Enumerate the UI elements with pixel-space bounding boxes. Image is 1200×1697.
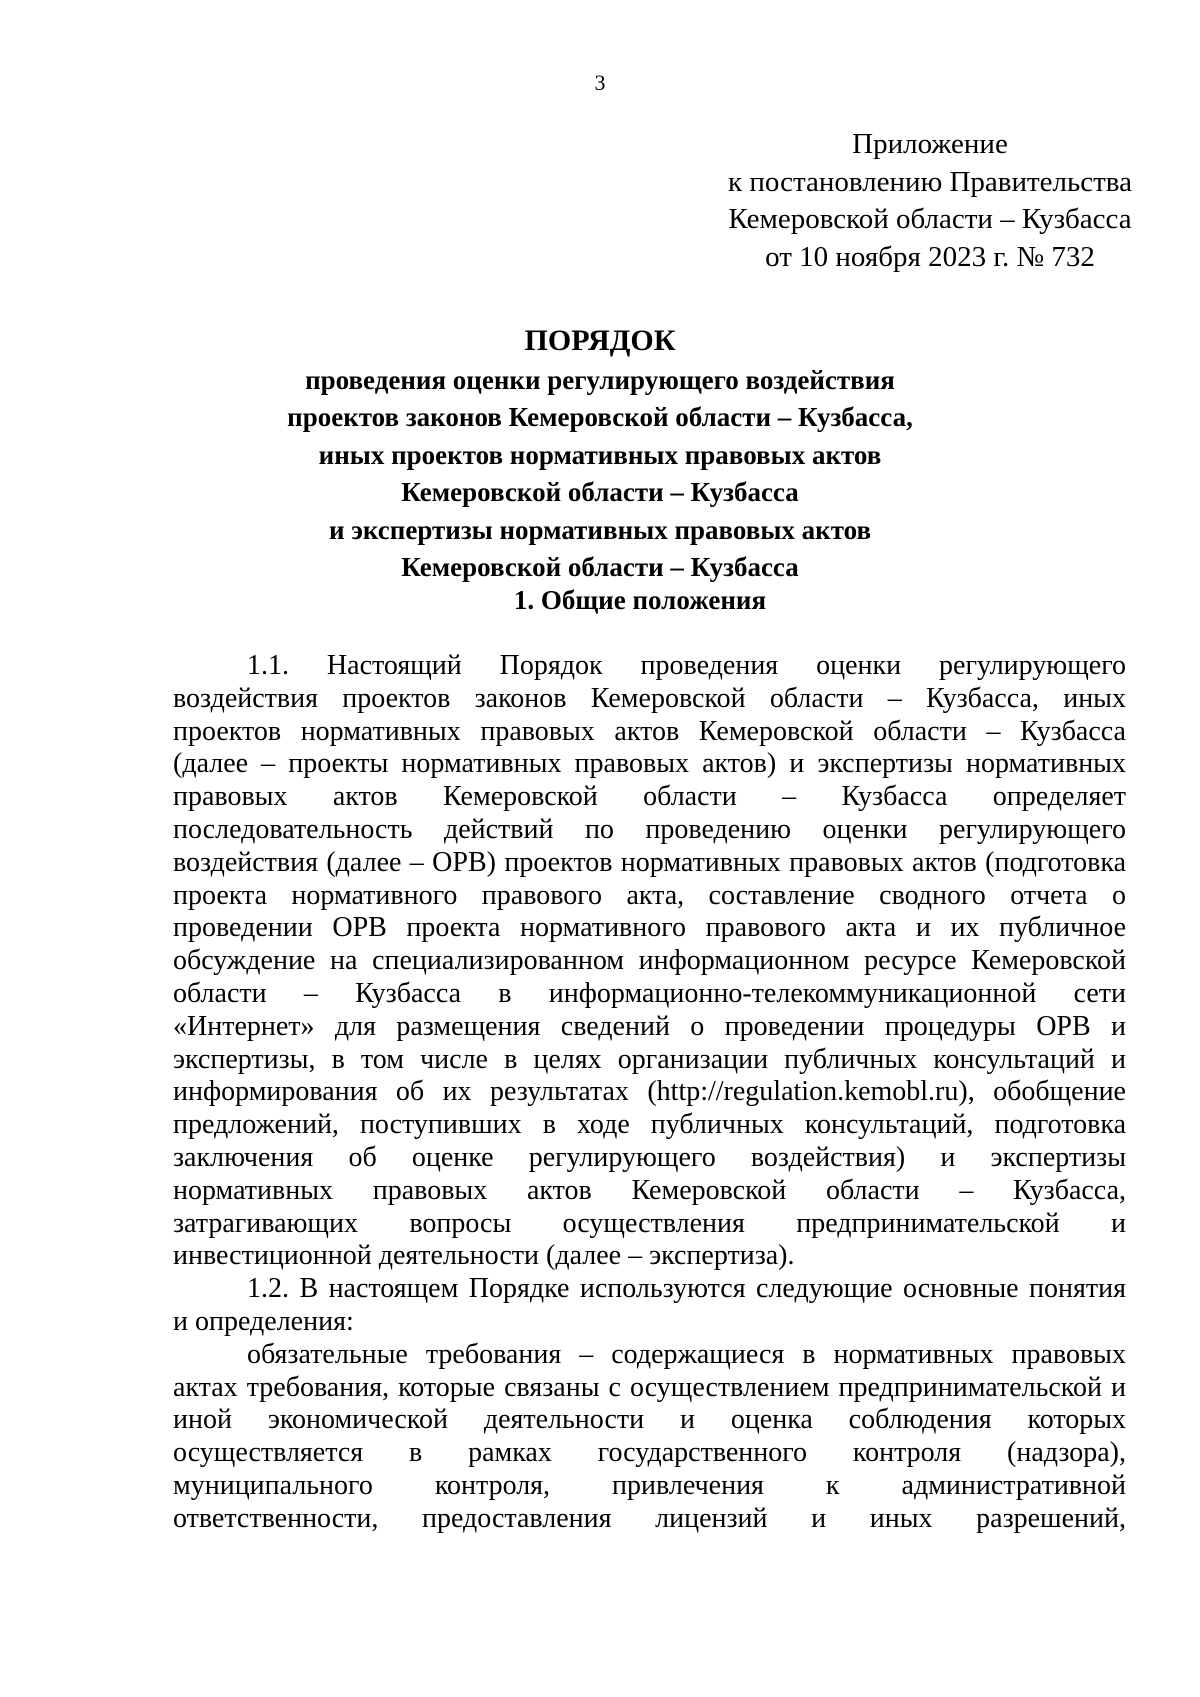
body-text [173, 650, 1126, 1536]
title-line: проведения оценки регулирующего воздействия [305, 364, 895, 395]
appendix-line: к постановлению Правительства [728, 165, 1132, 198]
appendix-line: Приложение [852, 128, 1008, 160]
body-line: предложений, поступивших в ходе публичных консультаций, подготовка [173, 1109, 1126, 1141]
body-line: и определения: [173, 1305, 354, 1337]
appendix-line: Кемеровской области – Кузбасса [728, 203, 1132, 235]
body-line: 1.2. В настоящем Порядке используются следующие основные понятия [247, 1273, 1126, 1305]
title-main: ПОРЯДОК [524, 324, 676, 357]
body-line: экспертизы, в том числе в целях организации публичных консультаций и [173, 1043, 1126, 1075]
section-heading: 1. Общие положения [513, 585, 767, 615]
appendix-line: от 10 ноября 2023 г. № 732 [765, 240, 1095, 273]
body-line: ответственности, предоставления лицензий и иных разрешений, [173, 1502, 1126, 1534]
body-line: 1.1. Настоящий Порядок проведения оценки регулирующего [247, 650, 1126, 681]
title-line: Кемеровской области – Кузбасса [401, 552, 799, 582]
body-line: нормативных правовых актов Кемеровской области – Кузбасса, [173, 1174, 1126, 1206]
body-line: проекта нормативного правового акта, составление сводного отчета о [173, 879, 1126, 911]
body-line: области – Кузбасса в информационно-телекоммуникационной сети [173, 977, 1126, 1009]
body-line: «Интернет» для размещения сведений о проведении процедуры ОРВ и [173, 1010, 1126, 1042]
body-line: инвестиционной деятельности (далее – экспертиза). [173, 1240, 795, 1272]
body-line: заключения об оценке регулирующего воздействия) и экспертизы [173, 1141, 1126, 1173]
body-line: правовых актов Кемеровской области – Кузбасса определяет [173, 781, 1126, 813]
body-line: обсуждение на специализированном информационном ресурсе Кемеровской [173, 945, 1126, 977]
body-line: проведении ОРВ проекта нормативного правового акта и их публичное [173, 912, 1126, 944]
page-number: 3 [594, 70, 606, 95]
title-line: и экспертизы нормативных правовых актов [328, 514, 872, 545]
body-line: затрагивающих вопросы осуществления предпринимательской и [173, 1207, 1126, 1239]
body-line: (далее – проекты нормативных правовых актов) и экспертизы нормативных [173, 748, 1126, 780]
body-line: воздействия (далее – ОРВ) проектов нормативных правовых актов (подготовка [173, 846, 1126, 878]
title-line: Кемеровской области – Кузбасса [401, 477, 799, 507]
body-line: воздействия проектов законов Кемеровской области – Кузбасса, иных [173, 682, 1126, 714]
body-line: проектов нормативных правовых актов Кемеровской области – Кузбасса [173, 715, 1126, 747]
title-line: иных проектов нормативных правовых актов [318, 439, 882, 470]
body-line: обязательные требования – содержащиеся в нормативных правовых [247, 1338, 1126, 1370]
body-line: информирования об их результатах (http://regulation.kemobl.ru), обобщение [173, 1076, 1126, 1108]
body-line: муниципального контроля, привлечения к административной [173, 1469, 1126, 1501]
body-line: актах требования, которые связаны с осуществлением предпринимательской и [173, 1371, 1126, 1403]
body-line: последовательность действий по проведению оценки регулирующего [173, 813, 1126, 845]
body-line: иной экономической деятельности и оценка соблюдения которых [173, 1404, 1126, 1436]
appendix-block [700, 126, 1160, 276]
body-line: осуществляется в рамках государственного контроля (надзора), [173, 1437, 1126, 1469]
title-line: проектов законов Кемеровской области – Кузбасса, [287, 402, 913, 432]
document-title [150, 322, 1050, 587]
